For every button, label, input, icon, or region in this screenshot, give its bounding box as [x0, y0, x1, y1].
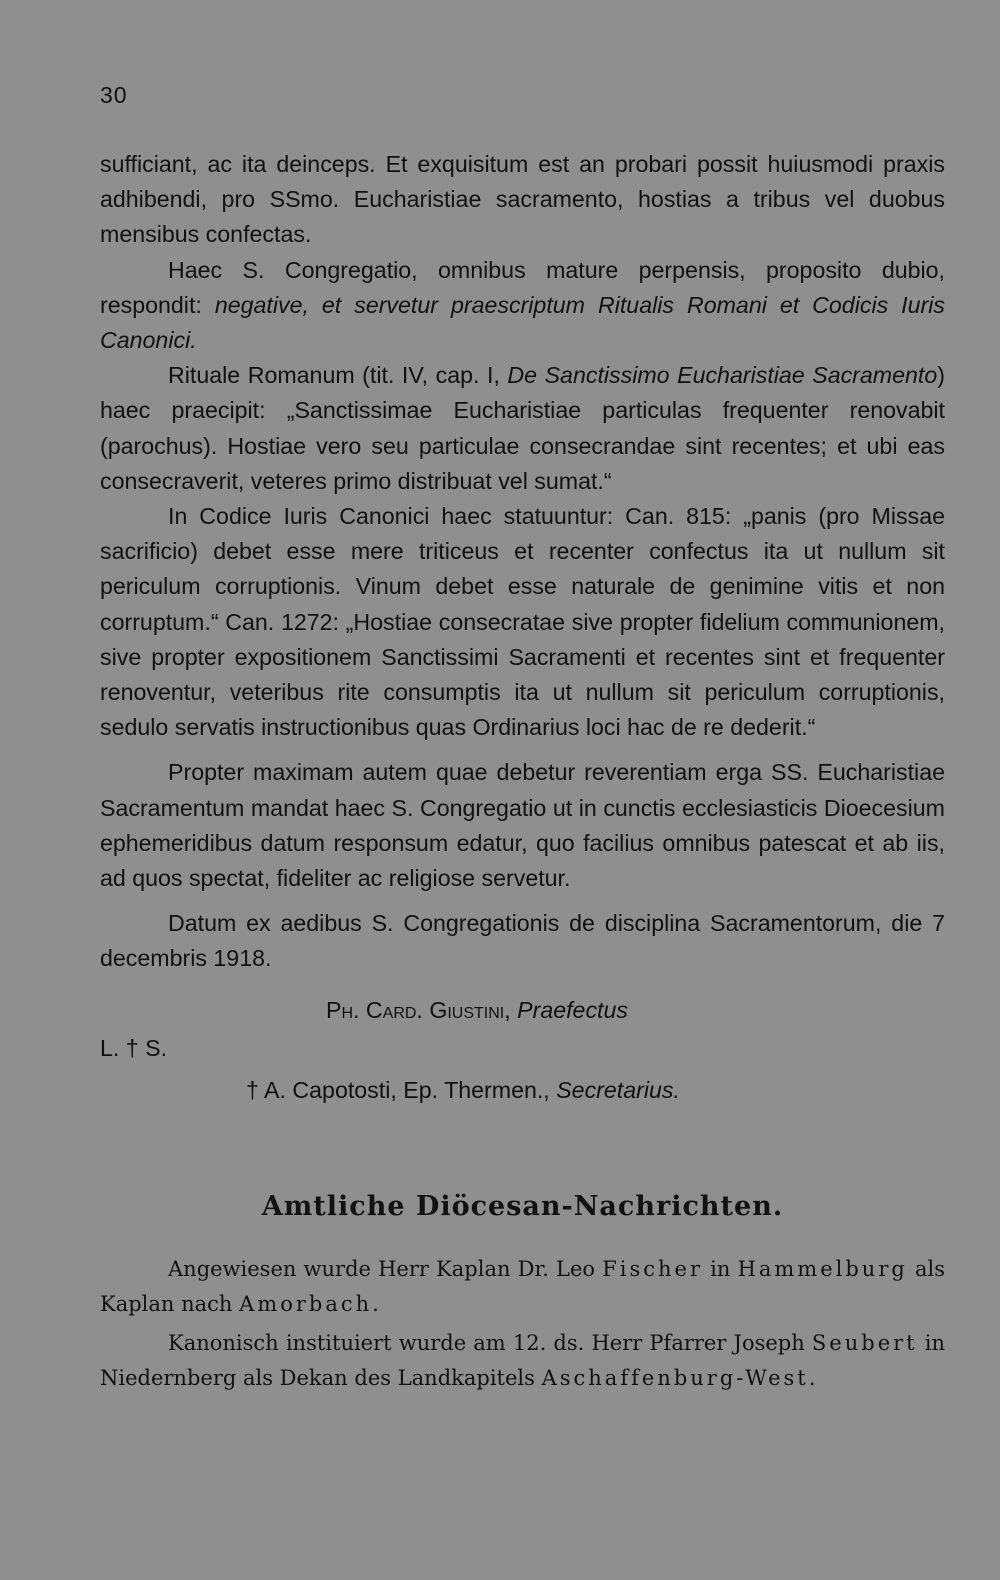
paragraph-2-italic: negative, et servetur praescriptum Ritualis Romani et Codicis Iuris Canonici.	[100, 291, 945, 354]
news-item-2	[100, 1326, 945, 1396]
news-item-1-name: Fischer	[602, 1256, 704, 1281]
paragraph-3-italic: De Sanctissimo Eucharistiae Sacramento	[507, 362, 938, 389]
news-item-2-text-c: .	[808, 1365, 816, 1390]
news-item-2-place: Aschaffenburg-West	[541, 1365, 809, 1390]
paragraph-5: Propter maximam autem quae debetur reverentiam erga SS. Eucharistiae Sacramentum mandat haec S. Congregatio ut in cunctis ecclesiasticis Dioecesium ephemeridibus datum responsum edatur, quo facilius omnibus patescat et ab iis, ad quos spectat, fideliter ac religiose servetur.	[100, 759, 945, 892]
news-item-2-name: Seubert	[811, 1330, 918, 1355]
news-item-1-text-b: in	[703, 1256, 738, 1281]
news-item-1-place2: Amorbach	[239, 1291, 373, 1316]
prefect-title: Praefectus	[517, 996, 628, 1023]
paragraph-4: In Codice Iuris Canonici haec statuuntur: Can. 815: „panis (pro Missae sacrificio) debet esse mere triticeus et recenter confectus ita ut nullum sit periculum corruptionis. Vinum debet esse naturale de genimine vitis et non corruptum.“ Can. 1272: „Hostiae consecratae sive propter fidelium communionem, sive propter expositionem Sanctissimi Sacramenti et recentes sint et frequenter renoventur, veteribus rite consumptis ita ut nullum sit periculum corruptionis, sedulo servatis instructionibus quas Ordinarius loci hac de re dederit.“	[100, 503, 945, 741]
secretary-name: † A. Capotosti, Ep. Thermen.,	[246, 1076, 557, 1103]
secretary-title: Secretarius.	[556, 1076, 680, 1103]
news-item-1-place: Hammelburg	[737, 1256, 908, 1281]
signature-block	[100, 997, 945, 1125]
news-heading: Amtliche Diöcesan-Nachrichten.	[261, 1190, 784, 1222]
secretary-signature	[246, 1077, 680, 1104]
news-item-1-text-a: Angewiesen wurde Herr Kaplan Dr. Leo	[168, 1256, 603, 1281]
paragraph-3-text-end: ) haec praecipit: „Sanctissimae Eucharistiae particulas frequenter renovabit (parochus). Hostiae vero seu particulae consecrandae sint recentes; et ubi eas consecraverit, veteres primo distribuat vel sumat.“	[100, 362, 945, 494]
news-item-1	[100, 1252, 945, 1322]
news-item-1-text-c: als Kaplan nach	[100, 1256, 945, 1316]
seal-mark: L. † S.	[100, 1034, 168, 1061]
paragraph-3-text-start: Rituale Romanum (tit. IV, cap. I,	[168, 362, 508, 389]
news-item-1-text-d: .	[372, 1291, 379, 1316]
prefect-name: Ph. Card. Giustini,	[326, 996, 518, 1023]
paragraph-6: Datum ex aedibus S. Congregationis de disciplina Sacramentorum, die 7 decembris 1918.	[100, 910, 945, 972]
news-item-2-text-a: Kanonisch instituiert wurde am 12. ds. Herr Pfarrer Joseph	[168, 1330, 812, 1355]
news-item-2-text-b: in Niedernberg als Dekan des Landkapitels	[100, 1330, 945, 1390]
prefect-signature	[326, 997, 628, 1024]
page-number: 30	[100, 82, 128, 108]
paragraph-1: sufficiant, ac ita deinceps. Et exquisitum est an probari possit huiusmodi praxis adhibendi, pro SSmo. Eucharistiae sacramento, hostias a tribus vel duobus mensibus confectas.	[100, 151, 945, 248]
paragraph-3	[100, 358, 945, 499]
paragraph-2-text: Haec S. Congregatio, omnibus mature perpensis, proposito dubio, respondit:	[100, 256, 945, 318]
paragraph-2	[100, 253, 945, 359]
